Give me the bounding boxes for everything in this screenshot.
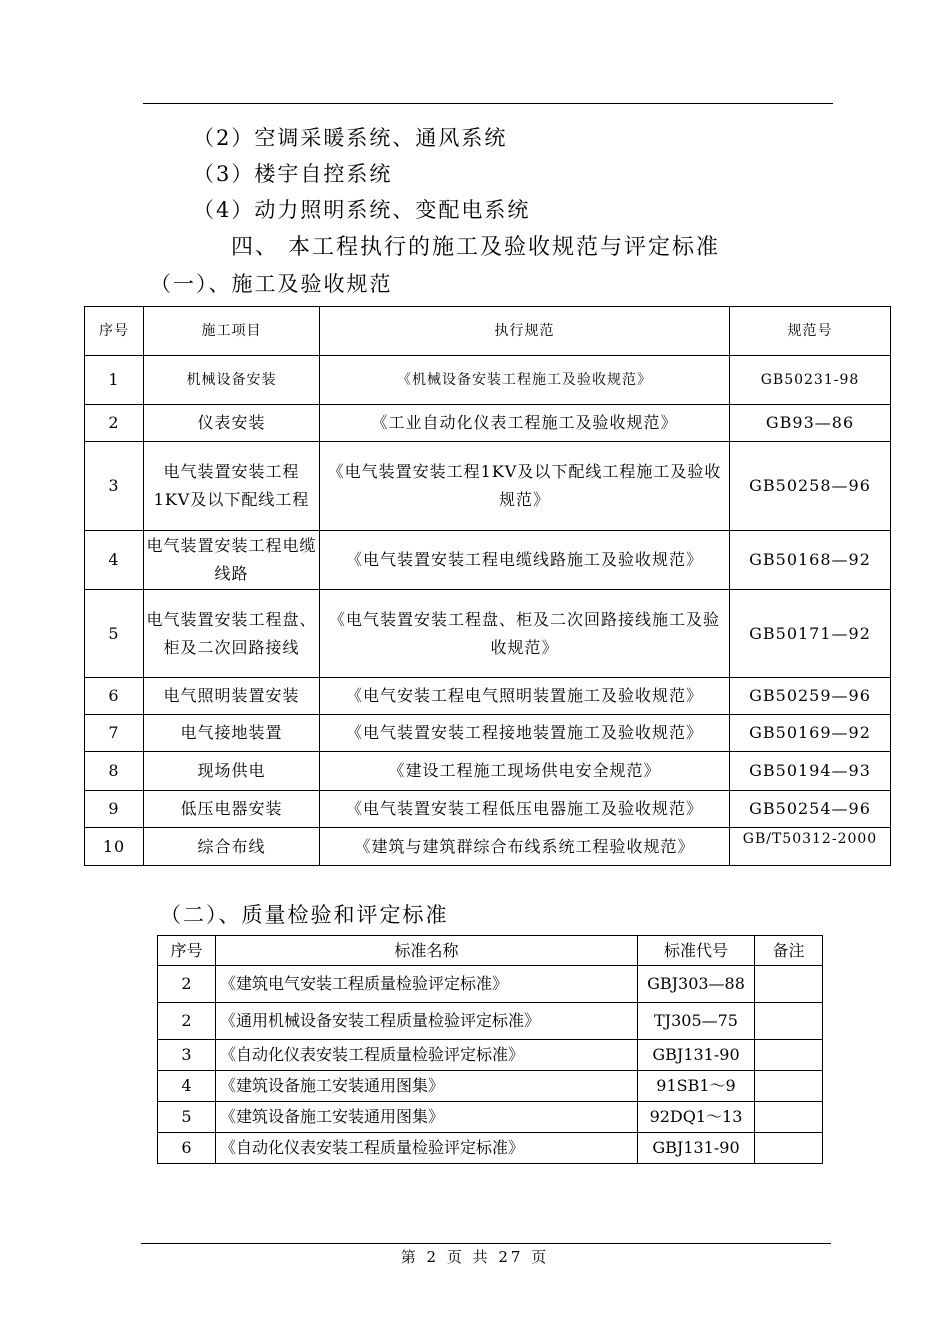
construction-spec-table [84,306,891,866]
table-row: 3 电气装置安装工程1KV及以下配线工程 《电气装置安装工程1KV及以下配线工程施工及验收规范》 GB50258—96 [85,442,891,531]
table-row: 6 《自动化仪表安装工程质量检验评定标准》 GBJ131-90 [158,1133,823,1164]
table-row: 2 仪表安装 《工业自动化仪表工程施工及验收规范》 GB93—86 [85,405,891,442]
page-number: 第 2 页 共 27 页 [400,1248,550,1266]
header-note: 备注 [755,936,823,966]
header-no: 序号 [158,936,216,966]
header-spec: 执行规范 [320,307,730,356]
table-row: 6 电气照明装置安装 《电气安装工程电气照明装置施工及验收规范》 GB50259—96 [85,678,891,715]
table-row: 5 电气装置安装工程盘、柜及二次回路接线 《电气装置安装工程盘、柜及二次回路接线施工及验收规范》 GB50171—92 [85,590,891,678]
list-item-power: （4）动力照明系统、变配电系统 [193,198,531,222]
header-item: 施工项目 [144,307,320,356]
header-rule [143,103,833,104]
subsection-heading-1: （一）、施工及验收规范 [150,272,393,296]
header-no: 序号 [85,307,144,356]
header-code: 标准代号 [638,936,755,966]
list-item-hvac: （2）空调采暖系统、通风系统 [193,126,508,150]
table-row: 9 低压电器安装 《电气装置安装工程低压电器施工及验收规范》 GB50254—96 [85,791,891,828]
table-header-row [85,307,891,356]
subsection-heading-2: （二）、质量检验和评定标准 [160,903,449,927]
table-row: 5 《建筑设备施工安装通用图集》 92DQ1～13 [158,1102,823,1133]
table-row: 10 综合布线 《建筑与建筑群综合布线系统工程验收规范》 GB/T50312-2000 [85,828,891,866]
table-row: 8 现场供电 《建设工程施工现场供电安全规范》 GB50194—93 [85,752,891,791]
quality-standard-table [157,935,823,1164]
table-row: 1 机械设备安装 《机械设备安装工程施工及验收规范》 GB50231-98 [85,356,891,405]
table-row: 3 《自动化仪表安装工程质量检验评定标准》 GBJ131-90 [158,1040,823,1071]
table-header-row [158,936,823,966]
table-row: 4 《建筑设备施工安装通用图集》 91SB1～9 [158,1071,823,1102]
table-row: 2 《建筑电气安装工程质量检验评定标准》 GBJ303—88 [158,966,823,1003]
table-row: 7 电气接地装置 《电气装置安装工程接地装置施工及验收规范》 GB50169—92 [85,715,891,752]
footer-rule [141,1243,831,1244]
table-row: 4 电气装置安装工程电缆线路 《电气装置安装工程电缆线路施工及验收规范》 GB50168—92 [85,531,891,590]
section-heading: 四、 本工程执行的施工及验收规范与评定标准 [231,235,720,260]
list-item-bas: （3）楼宇自控系统 [193,162,393,186]
table-row: 2 《通用机械设备安装工程质量检验评定标准》 TJ305—75 [158,1003,823,1040]
header-name: 标准名称 [216,936,638,966]
header-code: 规范号 [730,307,891,356]
